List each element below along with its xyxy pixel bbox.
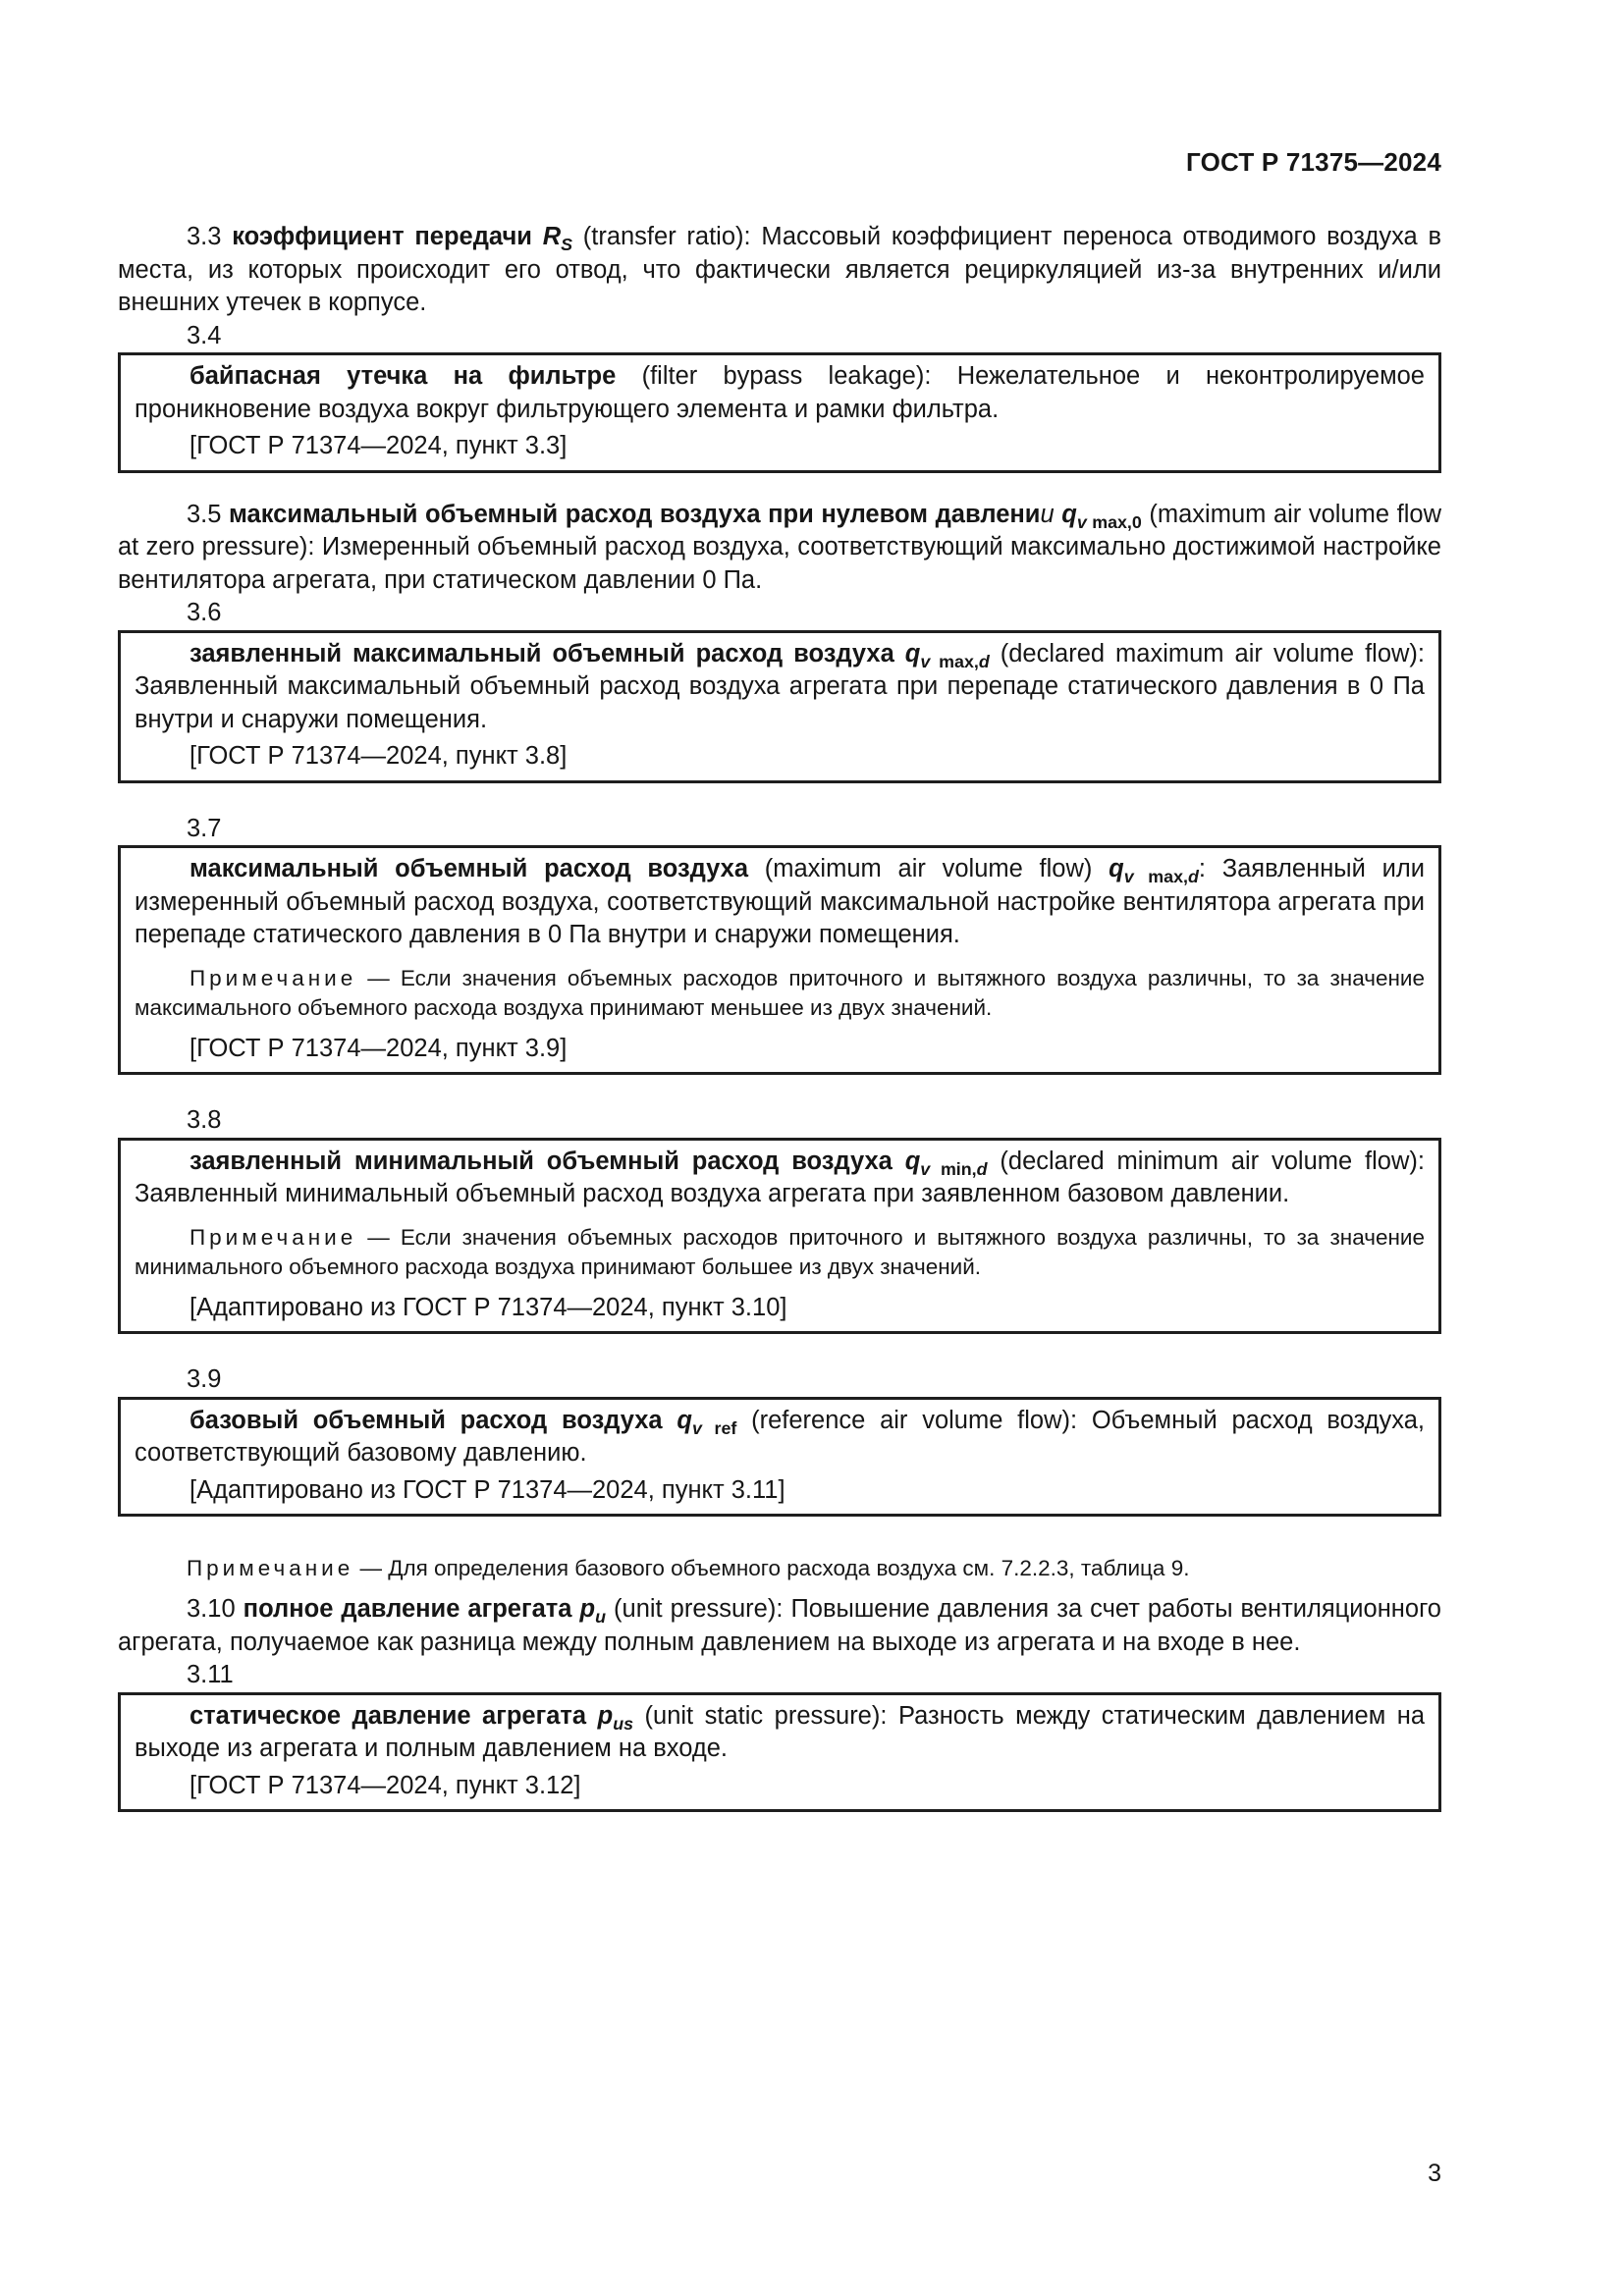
- symbol: q: [677, 1406, 692, 1434]
- term-english: (maximum air volume flow): [764, 855, 1093, 882]
- note-text: — Если значения объемных расходов приточного и вытяжного воздуха различны, то за значение минимального объемного расхода воздуха принимают большее из двух значений.: [135, 1224, 1425, 1279]
- definition-text: (declared maximum air volume flow): Заявленный максимальный объемный расход воздуха агрегата при перепаде статического давления в 0 Па внутри и снаружи помещения.: [135, 639, 1425, 733]
- quoted-definition-box-3-8: [118, 1138, 1441, 1335]
- definition-text: (transfer ratio): Массовый коэффициент переноса отводимого воздуха в места, из которых происходит его отвод, что фактически является рециркуляцией из-за внутренних и/или внешних утечек в корпусе.: [118, 223, 1441, 316]
- note: [135, 964, 1425, 1023]
- definition-text: (unit static pressure): Разность между статическим давлением на выходе из агрегата и полным давлением на входе.: [135, 1701, 1426, 1762]
- definition-3-5: [118, 499, 1441, 598]
- quoted-definition-box-3-9: [118, 1397, 1441, 1518]
- term: базовый объемный расход воздуха: [189, 1406, 663, 1434]
- note-label: Примечание: [187, 1556, 354, 1580]
- symbol-subscript-v: v: [691, 1417, 702, 1438]
- symbol: p: [579, 1595, 596, 1623]
- symbol: q: [904, 1147, 921, 1175]
- symbol-subscript-v: v: [1076, 511, 1087, 532]
- term: максимальный объемный расход воздуха при нулевом давлени: [229, 500, 1041, 528]
- note-label: Примечание: [189, 965, 357, 990]
- definition-3-3: [118, 221, 1441, 320]
- symbol: q: [904, 639, 921, 667]
- definition-text: (reference air volume flow): Объемный расход воздуха, соответствующий базовому давлению.: [135, 1406, 1425, 1467]
- symbol-subscript: max,: [939, 651, 979, 671]
- clause-number-3-9: 3.9: [187, 1365, 222, 1393]
- term: максимальный объемный расход воздуха: [189, 855, 749, 882]
- clause-number: 3.10: [187, 1595, 236, 1623]
- quoted-definition-box-3-4: [118, 352, 1441, 473]
- note-text: — Для определения базового объемного расхода воздуха см. 7.2.2.3, таблица 9.: [359, 1556, 1190, 1580]
- definition-text: (maximum air volume flow at zero pressure): Измеренный объемный расход воздуха, соответствующий максимально достижимой настройке вентилятора агрегата, при статическом давлении 0 Па.: [118, 500, 1441, 594]
- symbol-subscript-d: d: [978, 651, 990, 671]
- source-reference: [Адаптировано из ГОСТ Р 71374—2024, пункт 3.10]: [189, 1293, 787, 1321]
- source-reference: [ГОСТ Р 71374—2024, пункт 3.3]: [189, 432, 568, 459]
- clause-number-3-6: 3.6: [187, 599, 222, 626]
- term-tail: и: [1040, 500, 1055, 528]
- quoted-definition-box-3-11: [118, 1692, 1441, 1813]
- symbol-subscript-d: d: [1187, 867, 1199, 887]
- definition-text: (unit pressure): Повышение давления за счет работы вентиляционного агрегата, получаемое как разница между полным давлением на выходе из агрегата и на входе в нее.: [118, 1595, 1441, 1656]
- source-reference: [ГОСТ Р 71374—2024, пункт 3.9]: [189, 1034, 568, 1062]
- clause-number-3-7: 3.7: [187, 814, 222, 842]
- symbol-subscript: u: [595, 1607, 606, 1628]
- symbol: q: [1109, 855, 1124, 882]
- quoted-definition-box-3-6: [118, 630, 1441, 783]
- symbol-subscript-v: v: [1123, 867, 1134, 887]
- clause-number-3-4: 3.4: [187, 321, 222, 349]
- definition-3-10: [118, 1593, 1441, 1659]
- term: статическое давление агрегата: [189, 1701, 587, 1730]
- page-number: 3: [1428, 2160, 1441, 2187]
- term: заявленный максимальный объемный расход воздуха: [189, 639, 894, 667]
- note-label: Примечание: [189, 1224, 357, 1250]
- definition-text: (filter bypass leakage): Нежелательное и неконтролируемое проникновение воздуха вокруг фильтрующего элемента и рамки фильтра.: [135, 362, 1425, 423]
- document-body: [118, 221, 1441, 1812]
- symbol-subscript: us: [613, 1713, 634, 1734]
- term: коэффициент передачи: [232, 223, 532, 250]
- term: полное давление агрегата: [243, 1595, 572, 1623]
- definition-text: : Заявленный или измеренный объемный расход воздуха, соответствующий максимальной настройке вентилятора агрегата при перепаде статического давления в 0 Па внутри и снаружи помещения.: [135, 855, 1425, 948]
- definition-text: (declared minimum air volume flow): Заявленный минимальный объемный расход воздуха агрегата при заявленном базовом давлении.: [135, 1147, 1425, 1207]
- symbol-subscript-d: d: [976, 1158, 988, 1179]
- term: заявленный минимальный объемный расход воздуха: [189, 1147, 893, 1175]
- term: байпасная утечка на фильтре: [189, 362, 617, 390]
- clause-number: 3.3: [187, 223, 222, 250]
- note: [135, 1223, 1425, 1282]
- source-reference: [Адаптировано из ГОСТ Р 71374—2024, пункт 3.11]: [189, 1475, 785, 1504]
- symbol-subscript: ref: [714, 1417, 737, 1438]
- symbol-subscript: max,: [1148, 867, 1188, 887]
- symbol-subscript-v: v: [920, 651, 931, 671]
- clause-number: 3.5: [187, 500, 222, 528]
- symbol-subscript: S: [561, 235, 573, 255]
- symbol: q: [1061, 500, 1077, 528]
- quoted-definition-box-3-7: [118, 845, 1441, 1075]
- clause-number-3-8: 3.8: [187, 1106, 222, 1134]
- symbol-subscript: max,0: [1092, 511, 1142, 532]
- note-3-9: [118, 1554, 1441, 1583]
- symbol: R: [542, 223, 562, 250]
- source-reference: [ГОСТ Р 71374—2024, пункт 3.8]: [189, 742, 568, 770]
- symbol: p: [597, 1701, 614, 1730]
- clause-number-3-11: 3.11: [187, 1661, 234, 1688]
- document-code-header: ГОСТ Р 71375—2024: [1186, 147, 1441, 177]
- note-text: — Если значения объемных расходов приточного и вытяжного воздуха различны, то за значение максимального объемного расхода воздуха принимают меньшее из двух значений.: [135, 965, 1425, 1020]
- symbol-subscript: min,: [940, 1158, 977, 1179]
- symbol-subscript-v: v: [920, 1158, 931, 1179]
- source-reference: [ГОСТ Р 71374—2024, пункт 3.12]: [189, 1771, 581, 1799]
